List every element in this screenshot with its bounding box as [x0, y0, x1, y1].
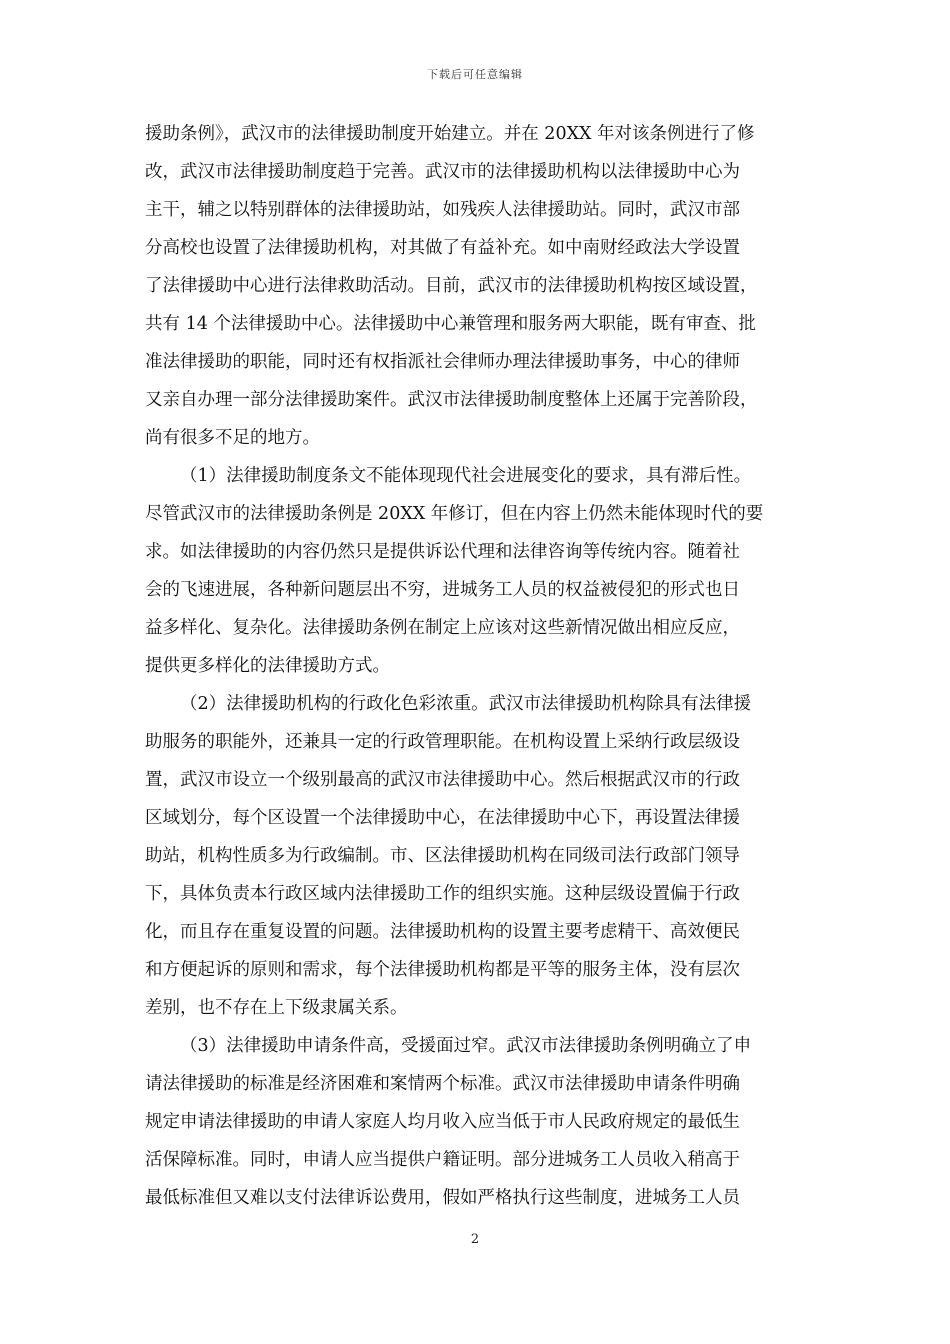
text-line: 尽管武汉市的法律援助条例是 20XX 年修订，但在内容上仍然未能体现时代的要	[145, 504, 764, 524]
text-line: 最低标准但又难以支付法律诉讼费用，假如严格执行这些制度，进城务工人员	[145, 1188, 740, 1208]
page-header-note: 下载后可任意编辑	[427, 68, 523, 81]
text-line: 活保障标准。同时，申请人应当提供户籍证明。部分进城务工人员收入稍高于	[145, 1150, 740, 1170]
text-line: 化，而且存在重复设置的问题。法律援助机构的设置主要考虑精干、高效便民	[145, 922, 740, 942]
text-line: 提供更多样化的法律援助方式。	[145, 656, 390, 676]
text-line: 请法律援助的标准是经济困难和案情两个标准。武汉市法律援助申请条件明确	[145, 1074, 740, 1094]
text-line: 了法律援助中心进行法律救助活动。目前，武汉市的法律援助机构按区域设置，	[145, 276, 758, 296]
text-line: 下，具体负责本行政区域内法律援助工作的组织实施。这种层级设置偏于行政	[145, 884, 740, 904]
text-line: 分高校也设置了法律援助机构，对其做了有益补充。如中南财经政法大学设置	[145, 238, 740, 258]
paragraph-heading-2: （2）法律援助机构的行政化色彩浓重。武汉市法律援助机构除具有法律援	[180, 694, 752, 714]
text-line: 主干，辅之以特别群体的法律援助站，如残疾人法律援助站。同时，武汉市部	[145, 200, 740, 220]
text-line: 尚有很多不足的地方。	[145, 428, 320, 448]
text-line: 置，武汉市设立一个级别最高的武汉市法律援助中心。然后根据武汉市的行政	[145, 770, 740, 790]
text-line: 共有 14 个法律援助中心。法律援助中心兼管理和服务两大职能，既有审查、批	[145, 314, 756, 334]
text-line: 助服务的职能外，还兼具一定的行政管理职能。在机构设置上采纳行政层级设	[145, 732, 740, 752]
paragraph-heading-3: （3）法律援助申请条件高，受援面过窄。武汉市法律援助条例明确立了申	[180, 1036, 752, 1056]
document-body	[145, 115, 763, 1217]
text-line: 援助条例》，武汉市的法律援助制度开始建立。并在 20XX 年对该条例进行了修	[145, 124, 755, 144]
text-line: 区域划分，每个区设置一个法律援助中心，在法律援助中心下，再设置法律援	[145, 808, 740, 828]
text-line: 和方便起诉的原则和需求，每个法律援助机构都是平等的服务主体，没有层次	[145, 960, 740, 980]
text-line: 益多样化、复杂化。法律援助条例在制定上应该对这些新情况做出相应反应，	[145, 618, 740, 638]
page-number: 2	[470, 1232, 480, 1247]
text-line: 助站，机构性质多为行政编制。市、区法律援助机构在同级司法行政部门领导	[145, 846, 740, 866]
text-line: 差别，也不存在上下级隶属关系。	[145, 998, 408, 1018]
paragraph-heading-1: （1）法律援助制度条文不能体现现代社会进展变化的要求，具有滞后性。	[180, 466, 752, 486]
text-line: 准法律援助的职能，同时还有权指派社会律师办理法律援助事务，中心的律师	[145, 352, 740, 372]
text-line: 又亲自办理一部分法律援助案件。武汉市法律援助制度整体上还属于完善阶段，	[145, 390, 758, 410]
text-line: 规定申请法律援助的申请人家庭人均月收入应当低于市人民政府规定的最低生	[145, 1112, 740, 1132]
text-line: 改，武汉市法律援助制度趋于完善。武汉市的法律援助机构以法律援助中心为	[145, 162, 740, 182]
text-line: 求。如法律援助的内容仍然只是提供诉讼代理和法律咨询等传统内容。随着社	[145, 542, 740, 562]
text-line: 会的飞速进展，各种新问题层出不穷，进城务工人员的权益被侵犯的形式也日	[145, 580, 740, 600]
